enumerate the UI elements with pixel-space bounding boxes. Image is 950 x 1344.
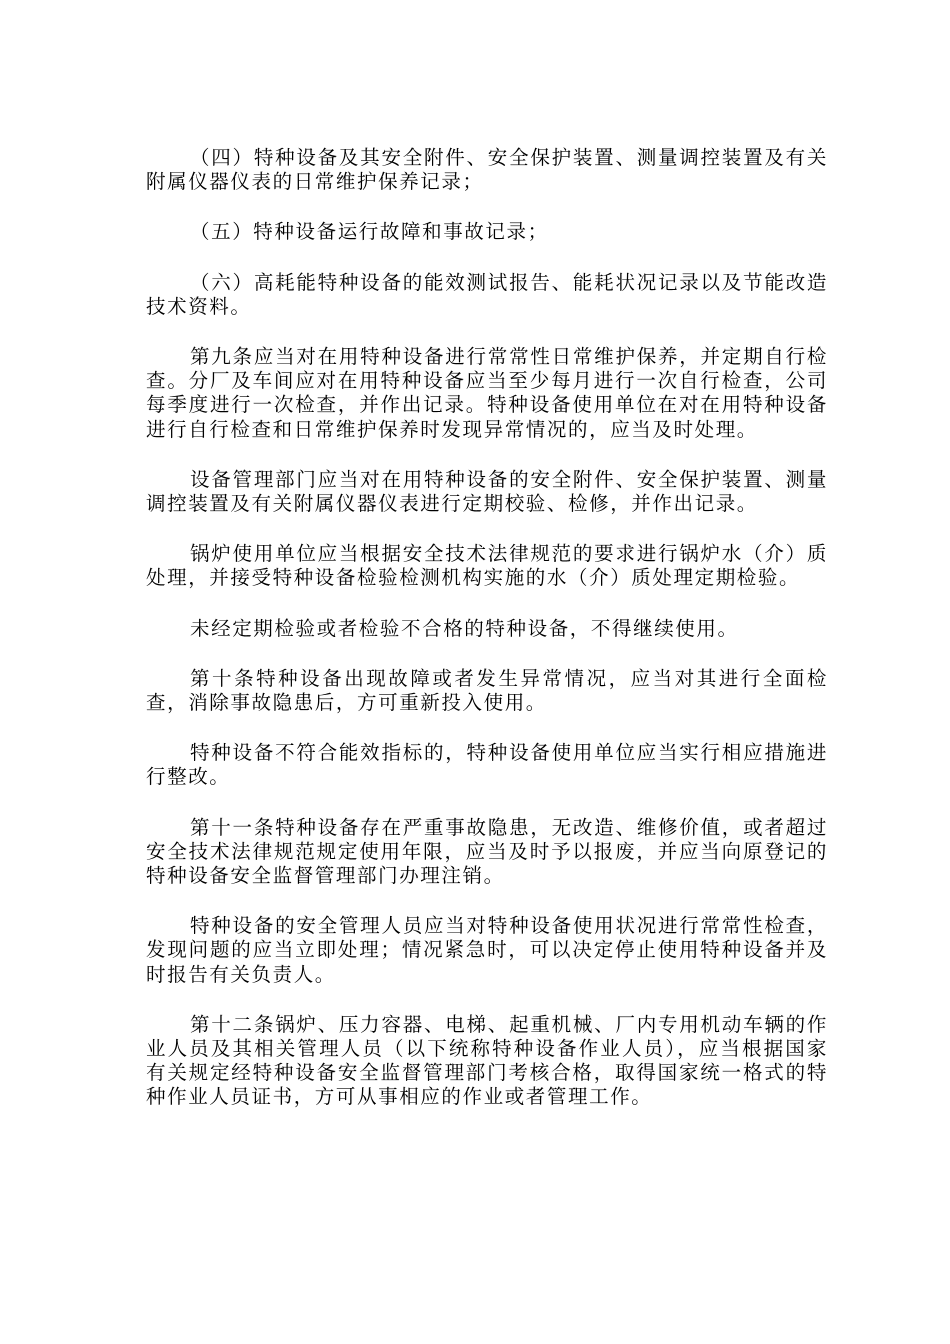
paragraph-item-5: （五）特种设备运行故障和事故记录； <box>190 220 549 244</box>
paragraph-energy-efficiency: 特种设备不符合能效指标的，特种设备使用单位应当实行相应措施进行整改。 <box>146 741 828 789</box>
paragraph-item-4: （四）特种设备及其安全附件、安全保护装置、测量调控装置及有关附属仪器仪表的日常维护保养记录； <box>146 146 828 194</box>
paragraph-article-9: 第九条应当对在用特种设备进行常常性日常维护保养，并定期自行检查。分厂及车间应对在用特种设备应当至少每月进行一次自行检查，公司每季度进行一次检查，并作出记录。特种设备使用单位在对在用特种设备进行自行检查和日常维护保养时发现异常情况的，应当及时处理。 <box>146 345 828 441</box>
paragraph-item-6: （六）高耗能特种设备的能效测试报告、能耗状况记录以及节能改造技术资料。 <box>146 270 828 318</box>
paragraph-article-10: 第十条特种设备出现故障或者发生异常情况，应当对其进行全面检查，消除事故隐患后，方可重新投入使用。 <box>146 666 828 715</box>
document-page <box>146 146 828 1136</box>
paragraph-article-11: 第十一条特种设备存在严重事故隐患，无改造、维修价值，或者超过安全技术法律规范规定使用年限，应当及时予以报废，并应当向原登记的特种设备安全监督管理部门办理注销。 <box>146 815 828 888</box>
paragraph-boiler-water-treatment: 锅炉使用单位应当根据安全技术法律规范的要求进行锅炉水（介）质处理，并接受特种设备检验检测机构实施的水（介）质处理定期检验。 <box>146 542 828 590</box>
paragraph-article-12: 第十二条锅炉、压力容器、电梯、起重机械、厂内专用机动车辆的作业人员及其相关管理人员（以下统称特种设备作业人员），应当根据国家有关规定经特种设备安全监督管理部门考核合格，取得国家统一格式的特种作业人员证书，方可从事相应的作业或者管理工作。 <box>146 1012 828 1109</box>
paragraph-equipment-calibration: 设备管理部门应当对在用特种设备的安全附件、安全保护装置、测量调控装置及有关附属仪器仪表进行定期校验、检修，并作出记录。 <box>146 467 828 516</box>
paragraph-safety-management: 特种设备的安全管理人员应当对特种设备使用状况进行常常性检查，发现问题的应当立即处理；情况紧急时，可以决定停止使用特种设备并及时报告有关负责人。 <box>146 914 828 986</box>
paragraph-uninspected-equipment: 未经定期检验或者检验不合格的特种设备，不得继续使用。 <box>190 616 739 640</box>
